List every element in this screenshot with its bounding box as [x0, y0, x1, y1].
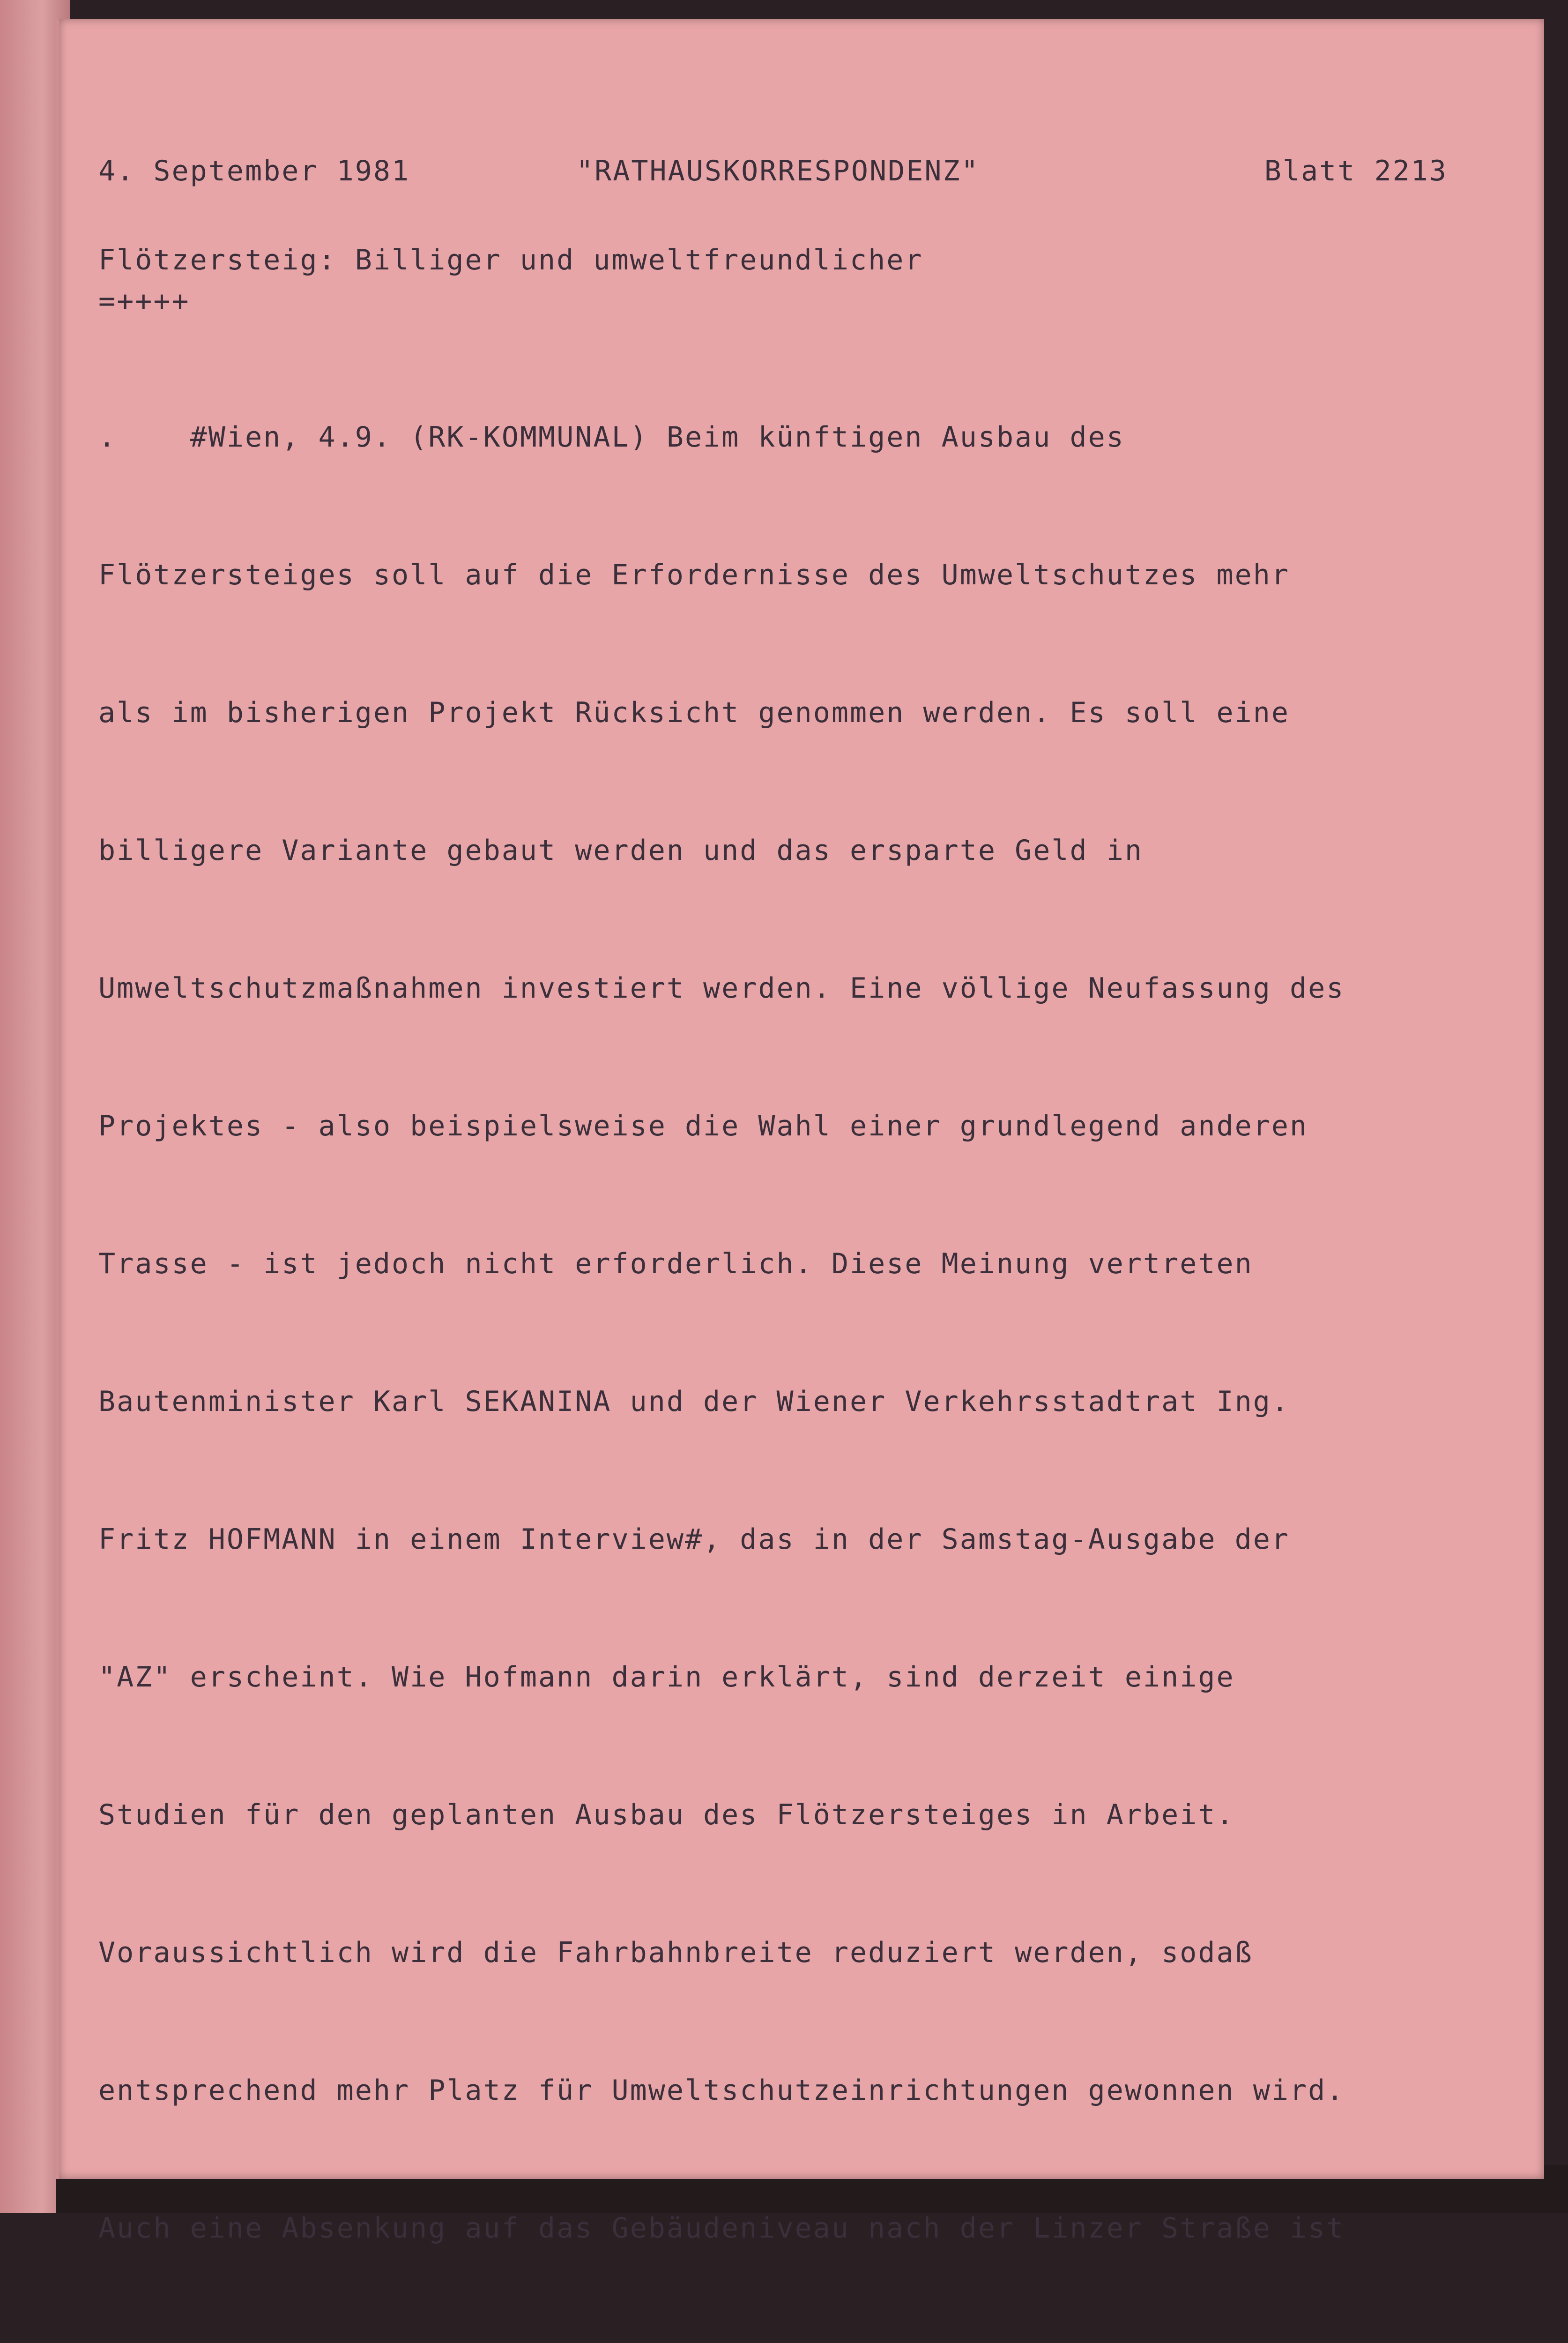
text-line: Trasse - ist jedoch nicht erforderlich. Diese Meinung vertreten	[98, 1247, 1253, 1280]
typewritten-document	[98, 155, 1448, 2343]
text-line: als im bisherigen Projekt Rücksicht genommen werden. Es soll eine	[98, 696, 1290, 729]
headline-marker: =++++	[98, 285, 190, 318]
header-date: 4. September 1981	[98, 155, 410, 187]
text-line: Fritz HOFMANN in einem Interview#, das in der Samstag-Ausgabe der	[98, 1523, 1290, 1556]
text-line: Voraussichtlich wird die Fahrbahnbreite reduziert werden, sodaß	[98, 1936, 1253, 1969]
text-line: "AZ" erscheint. Wie Hofmann darin erklärt, sind derzeit einige	[98, 1661, 1235, 1694]
text-line: Projektes - also beispielsweise die Wahl einer grundlegend anderen	[98, 1110, 1308, 1142]
text-line: billigere Variante gebaut werden und das ersparte Geld in	[98, 834, 1144, 867]
headline: Flötzersteig: Billiger und umweltfreundlicher	[98, 244, 923, 276]
text-line: Studien für den geplanten Ausbau des Flötzersteiges in Arbeit.	[98, 1798, 1235, 1831]
text-line: Bautenminister Karl SEKANINA und der Wiener Verkehrsstadtrat Ing.	[98, 1385, 1290, 1418]
text-line: Umweltschutzmaßnahmen investiert werden. Eine völlige Neufassung des	[98, 972, 1345, 1005]
text-line: . #Wien, 4.9. (RK-KOMMUNAL) Beim künftigen Ausbau des	[98, 421, 1125, 454]
text-line: Flötzersteiges soll auf die Erfordernisse des Umweltschutzes mehr	[98, 559, 1290, 591]
text-line: Auch eine Absenkung auf das Gebäudeniveau nach der Linzer Straße ist	[98, 2212, 1345, 2245]
page-header	[98, 155, 1448, 201]
text-line: entsprechend mehr Platz für Umweltschutzeinrichtungen gewonnen wird.	[98, 2074, 1345, 2107]
header-sheet-number: Blatt 2213	[1264, 155, 1448, 187]
header-publication: "RATHAUSKORRESPONDENZ"	[576, 155, 980, 187]
paragraph-1	[98, 322, 1448, 2343]
